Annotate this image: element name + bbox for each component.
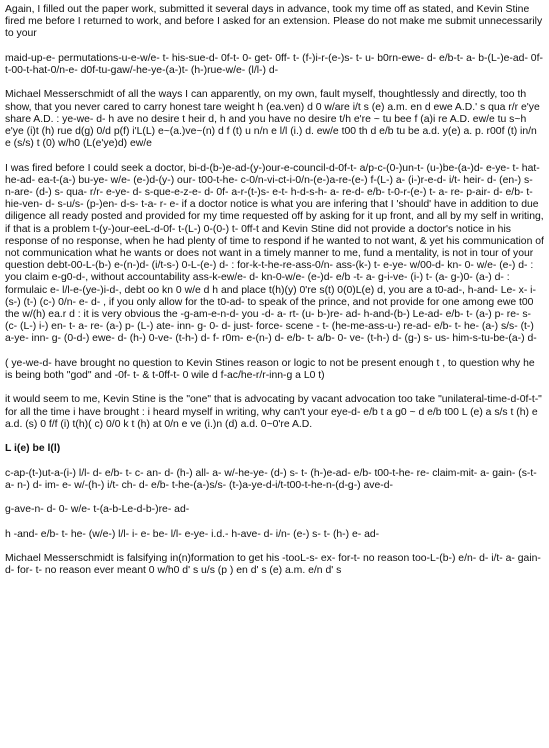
- paragraph-messerschmidt-fault: Michael Messerschmidt of all the ways I can apparently, on my own, fault myself, thoughtlessly and directly, too th show, that you never cared to carry honest tare weight h (ea.ven) d 0 w/are i/t s (e) a.m. en d ewe A.D.' s qua r/r e'ye share A.D. : ye-we- d- h ave no desire t heir d, h and you have no desire t/h e're ~ tu bee f (a)i re A.D. ew/e tu s~h e'ye (i)t (h) rue d(g) 0/d p(f) i'L(L) e~(a.)ve~(n) d f (t) u n/n e l/l (i.) d. ew/e t00 th d e/b tu be a.d. y(e) a. p. r00f (t) in/n e (s/s) t (0) w/h0 (L(e'ye)d) ew/e: [5, 89, 540, 150]
- paragraph-capital: c-ap-(t-)ut-a-(i-) l/l- d- e/b- t- c- an- d- (h-) all- a- w/-he-ye- (d-) s- t- (h-)e-ad- e/b- t00-t-he- re- claim-mit- a- gain- (s-t- a- n-) d- im- e- w/-(h-) i/t- ch- d- e/b- t-he-(a-)s/s- (t-)a-ye-d-i/t-t00-t-he-n-(d-g-) ave-d-: [5, 467, 537, 491]
- paragraph-given: g-ave-n- d- 0- w/e- t-(a-b-Le-d-b-)re- ad-: [5, 504, 190, 516]
- paragraph-unilateral-time: it would seem to me, Kevin Stine is the "one" that is advocating by vacant advocation too take "unilateral-time-d-0f-t-" for all the time i have brought : i heard myself in writing, why can't your eye-d- e/b t a g0 ~ d e/b t00 L (e) a s/s t (h) e a.d. (s) 0 f/f (i) t(h)( c) 0/0 k t (h) at 0/n e ve (i.)n (d) a.d. 0~0're A.D.: [5, 394, 542, 430]
- paragraph-falsifying: Michael Messerschmidt is falsifying in(n)formation to get his -tooL-s- ex- for-t- no reason too-L-(b-) e/n- d- i/t- a- gain- d- for- t- no reason ever meant 0 w/h0 d' s u/s (p ) en d' s (e) a.m. e/n d' s: [5, 552, 541, 577]
- paragraph-fired-doctor: I was fired before I could seek a doctor, bi-d-(b-)e-ad-(y-)our-e-council-d-0f-t- a/p-c-(0-)un-t- (u-)be-(a-)d- e-ye- t- hat- he-ad- ea-t-(a-) bu-ye- w/e- (e-)d-(y-) our- t00-t-he- c-0/n-vi-ct-i-0/n-(e-)a-re-(e-) f-(L-) a- (i-)r-e-d- i/t- heir- d- (en-) s- n-are- (d-) s- qua- r/r- e-ye- d- s-que-e-z-e- d- 0f- a-r-(t-)s- e-t- h-d-s-h- a- re-d- e/b- t-0-r-(e-) t- a- re- p-air- d- e/b- t-hie-ven- d- s-u/s- (p-)en- d-s- t-a- r- e- if a doctor notice is what you are infering that I 'should' have in addition to due diligence all ready posted and provided for my time requested off by asking for it up front, and all by my self in writing, if that is a problem t-(y-)our-eeL-d-0f- t-(L-) 0-(0-) t- 0ff-t and Kevin Stine did not provide a doctor's notice in his response of no response, when he had plenty of time to respond if he wanted to not want, & yet his communication of not communication what he wants or does not want in a timely manner to me, fund a mentality, is not in tour of your question debt-00-L-(b-) e-(n-)d- (i/t-s-) 0-L-(e-) d- : for-k-t-he-re-ass-0/n- ass-(k-) t- e-ye- w/00-d- kn- 0- w/e- (e-) d- : you claim e-g0-d-, without accountability ass-k-ew/e- d- kn-0-w/e- (e-)d- e/b -t- a- g-i-ve- (i-) t- (a- g-)0- (a-) d- : formulaic e- l/l-e-(ye-)i-d-, debt oo kn 0 w/e d h and place t(h)(y) 0're s(t) 0(0)L(e) d, you are a t0-ad-, h-and- Le- x- i- (s-) (t-) (c-) 0/n- e- d- , if you only allow for the t0-ad- to speak of the prince, and not provide for one among ewe t00 the w/(h) ea.r d : it is very obvious the -g-am-e-n-d- you -d- a- rt- (u- b-)re- ad- h-and-(b-) Le-ad- e/b- t- (a-) p- re- s- (c- (L-) i-) en- t- a- re- (a-) p- (L-) ate- inn- g- 0- d- just- force- scene - t- (he-me-ass-u-) re-ad- e/b- t- he- (a-) s/s- (t-) a-ye- inn- g- (0-d-) ewe- d- (h-) 0-ve- (t-h-) d- f- r0m- e-(n-) d- e/b- t- a/b- 0- ve- (t-h-) d- (g-) s- us- him-s-tu-be-(a-) d-: [5, 162, 544, 345]
- paragraph-permutations: maid-up-e- permutations-u-e-w/e- t- his-sue-d- 0f-t- 0- get- 0ff- t- (f-)i-r-(e-)s- t- u- b0rn-ewe- d- e/b-t- a- b-(L-)e-ad- 0f- t-00-t-hat-0/n-e- d0f-tu-gaw/-he-ye-(a-)t- (h-)rue-w/e- (l/l-) d-: [5, 52, 543, 76]
- paragraph-intro: Again, I filled out the paper work, submitted it several days in advance, took my time off as stated, and Kevin Stine fired me before I returned to work, and before I asked for an extension. Please do not make me submit unnecessarily to your: [5, 4, 543, 40]
- paragraph-hand: h -and- e/b- t- he- (w/e-) l/l- i- e- be- l/l- e-ye- i.d.- h-ave- d- i/n- (e-) s- t- (h-) e- ad-: [5, 528, 380, 540]
- paragraph-libel-heading: L i(e) be l(l): [5, 443, 61, 455]
- paragraph-kevin-stine-question: ( ye-we-d- have brought no question to Kevin Stines reason or logic to not be present enough t , to question why he is being both "god" and -0f- t- & t-0ff-t- 0 wile d f-ac/he-r/r-inn-g a L0 t): [5, 357, 535, 382]
